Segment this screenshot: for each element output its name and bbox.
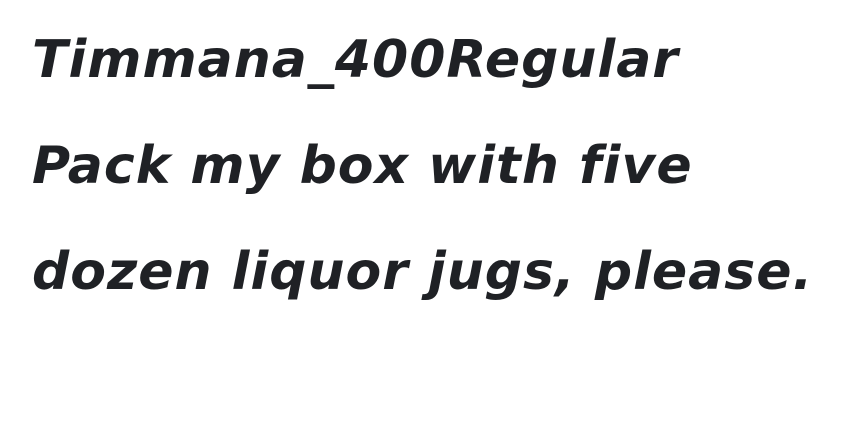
sample-text-line-2: dozen liquor jugs, please.: [32, 242, 814, 302]
sample-text-line-1: Pack my box with five: [32, 136, 693, 196]
font-name-heading: Timmana_400Regular: [32, 30, 679, 90]
font-preview: [32, 18, 852, 338]
